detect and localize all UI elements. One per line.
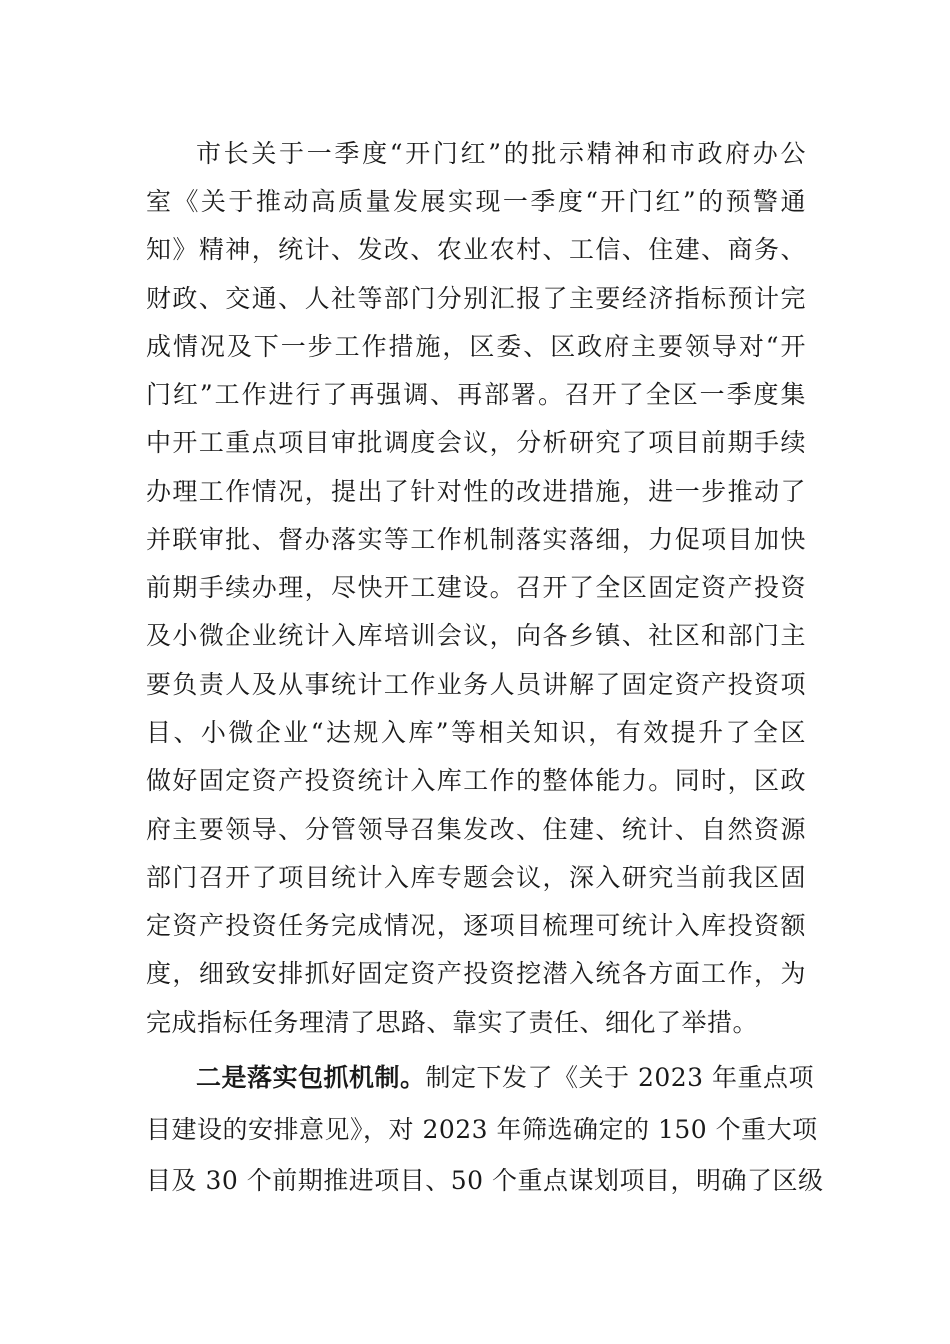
paragraph-1-line-3: 知》精神，统计、发改、农业农村、工信、住建、商务、 <box>146 235 806 264</box>
paragraph-1-line-19: 完成指标任务理清了思路、靠实了责任、细化了举措。 <box>146 1008 759 1037</box>
paragraph-1-line-1: 市长关于一季度“开门红”的批示精神和市政府办公 <box>196 139 806 168</box>
paragraph-1-line-4: 财政、交通、人社等部门分别汇报了主要经济指标预计完 <box>146 284 806 313</box>
paragraph-1-line-6: 门红”工作进行了再强调、再部署。召开了全区一季度集 <box>146 380 806 409</box>
paragraph-1-line-11: 及小微企业统计入库培训会议，向各乡镇、社区和部门主 <box>146 621 806 650</box>
paragraph-1-line-13: 目、小微企业“达规入库”等相关知识，有效提升了全区 <box>146 718 806 747</box>
paragraph-1-line-2: 室《关于推动高质量发展实现一季度“开门红”的预警通 <box>146 187 806 216</box>
paragraph-2-line-1-text: 制定下发了《关于 2023 年重点项 <box>425 1063 815 1092</box>
paragraph-2-line-2: 目建设的安排意见》，对 2023 年筛选确定的 150 个重大项 <box>146 1115 818 1144</box>
paragraph-1-line-16: 部门召开了项目统计入库专题会议，深入研究当前我区固 <box>146 863 806 892</box>
paragraph-1-line-12: 要负责人及从事统计工作业务人员讲解了固定资产投资项 <box>146 670 806 699</box>
paragraph-1-line-8: 办理工作情况，提出了针对性的改进措施，进一步推动了 <box>146 477 806 506</box>
paragraph-1-line-5: 成情况及下一步工作措施，区委、区政府主要领导对“开 <box>146 332 806 361</box>
paragraph-2-line-1 <box>196 1061 815 1095</box>
paragraph-1-line-14: 做好固定资产投资统计入库工作的整体能力。同时，区政 <box>146 766 806 795</box>
paragraph-1-line-17: 定资产投资任务完成情况，逐项目梳理可统计入库投资额 <box>146 911 806 940</box>
paragraph-1-line-15: 府主要领导、分管领导召集发改、住建、统计、自然资源 <box>146 815 806 844</box>
paragraph-1-line-18: 度，细致安排抓好固定资产投资挖潜入统各方面工作，为 <box>146 959 806 988</box>
paragraph-2-line-3: 目及 30 个前期推进项目、50 个重点谋划项目，明确了区级 <box>146 1166 824 1195</box>
paragraph-1-line-10: 前期手续办理，尽快开工建设。召开了全区固定资产投资 <box>146 573 806 602</box>
paragraph-2-heading: 二是落实包抓机制。 <box>196 1063 426 1092</box>
paragraph-1-line-7: 中开工重点项目审批调度会议，分析研究了项目前期手续 <box>146 428 806 457</box>
paragraph-1-line-9: 并联审批、督办落实等工作机制落实落细，力促项目加快 <box>146 525 806 554</box>
